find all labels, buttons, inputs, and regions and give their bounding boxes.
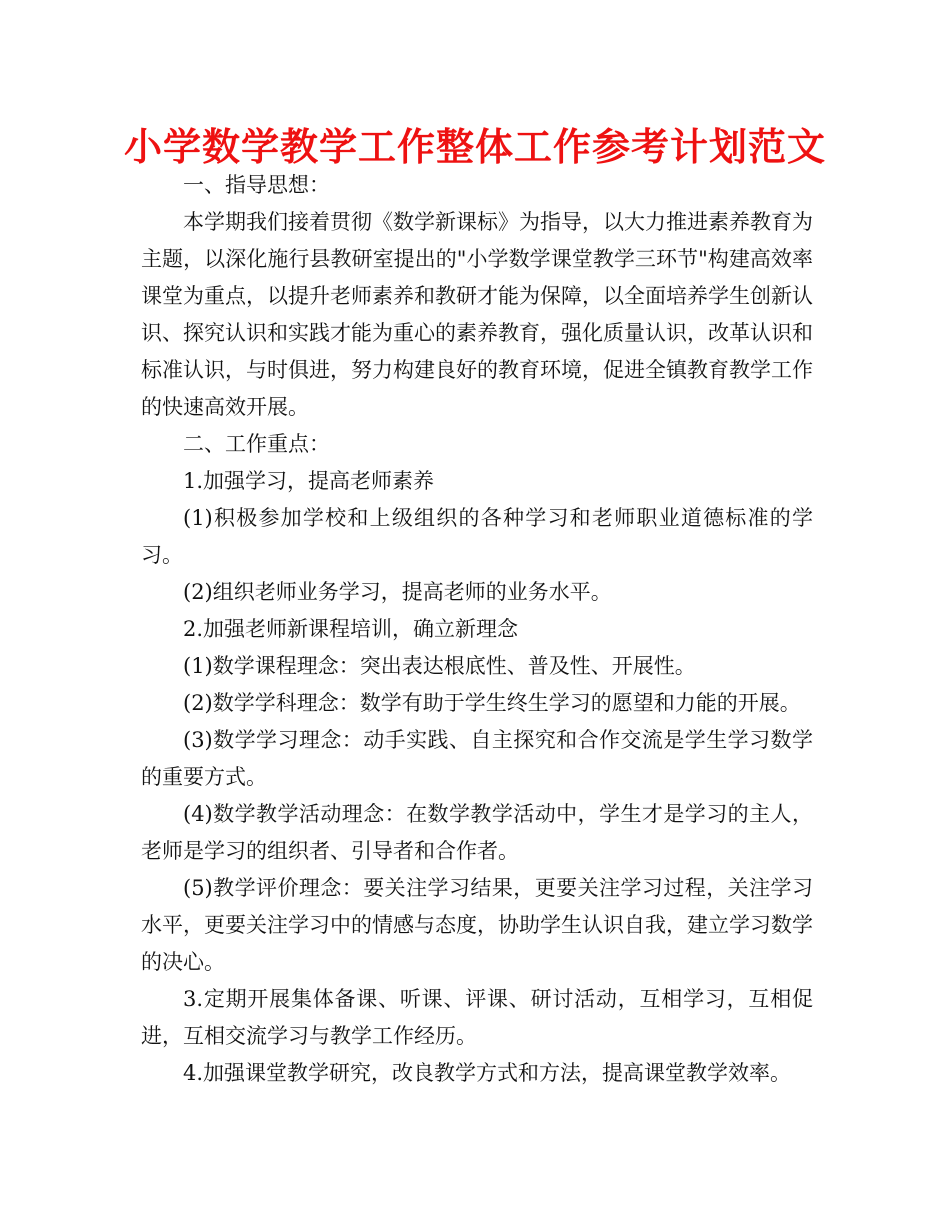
list-item: (2)数学学科理念：数学有助于学生终生学习的愿望和力能的开展。 xyxy=(183,691,801,715)
list-item: (2)组织老师业务学习，提高老师的业务水平。 xyxy=(183,580,612,604)
list-item: 3.定期开展集体备课、听课、评课、研讨活动，互相学习，互相促进，互相交流学习与教学工作经历。 xyxy=(141,987,813,1048)
list-item: 2.加强老师新课程培训，确立新理念 xyxy=(183,617,519,641)
list-item: (3)数学学习理念：动手实践、自主探究和合作交流是学生学习数学的重要方式。 xyxy=(141,728,813,789)
list-item: (5)教学评价理念：要关注学习结果，更要关注学习过程，关注学习水平，更要关注学习中的情感与态度，协助学生认识自我，建立学习数学的决心。 xyxy=(141,876,813,974)
list-item: 1.加强学习，提高老师素养 xyxy=(183,469,435,493)
list-item: 4.加强课堂教学研究，改良教学方式和方法，提高课堂教学效率。 xyxy=(183,1061,792,1085)
section-heading-work-focus: 二、工作重点： xyxy=(183,432,330,456)
list-item: (1)数学课程理念：突出表达根底性、普及性、开展性。 xyxy=(183,654,696,678)
list-item: (4)数学教学活动理念：在数学教学活动中，学生才是学习的主人，老师是学习的组织者、引导者和合作者。 xyxy=(141,802,813,863)
list-item: (1)积极参加学校和上级组织的各种学习和老师职业道德标准的学习。 xyxy=(141,506,813,567)
document-body xyxy=(141,167,813,1092)
section-heading-guiding-ideology: 一、指导思想： xyxy=(183,173,330,197)
paragraph-intro: 本学期我们接着贯彻《数学新课标》为指导，以大力推进素养教育为主题，以深化施行县教研室提出的"小学数学课堂教学三环节"构建高效率课堂为重点，以提升老师素养和教研才能为保障，以全面培养学生创新认识、探究认识和实践才能为重心的素养教育，强化质量认识，改革认识和标准认识，与时俱进，努力构建良好的教育环境，促进全镇教育教学工作的快速高效开展。 xyxy=(141,210,813,419)
document-title: 小学数学教学工作整体工作参考计划范文 xyxy=(123,124,826,169)
